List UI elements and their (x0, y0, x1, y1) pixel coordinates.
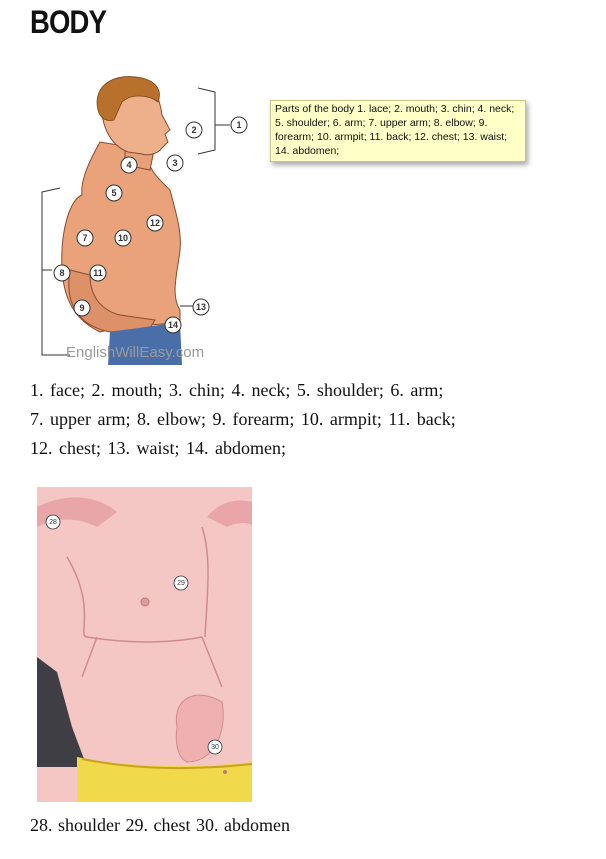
caption-line: 7. upper arm; 8. elbow; 9. forearm; 10. armpit; 11. back; (30, 409, 456, 429)
label-9: 9 (79, 303, 85, 313)
caption-line: 1. face; 2. mouth; 3. chin; 4. neck; 5. shoulder; 6. arm; (30, 380, 444, 400)
body-profile-figure (30, 70, 280, 365)
tooltip-note: Parts of the body 1. lace; 2. mouth; 3. chin; 4. neck; 5. shoulder; 6. arm; 7. upper arm; 8. elbow; 9. forearm; 10. armpit; 11. back; 12. chest; 13. waist; 14. abdomen; (270, 100, 526, 162)
label-13: 13 (195, 302, 207, 312)
label-3: 3 (172, 158, 178, 168)
label-8: 8 (59, 268, 65, 278)
label-11: 11 (93, 268, 103, 278)
label-1: 1 (236, 120, 242, 130)
label-2: 2 (191, 125, 197, 135)
label-7: 7 (82, 233, 88, 243)
label-14: 14 (167, 320, 179, 330)
caption-line: 12. chest; 13. waist; 14. abdomen; (30, 438, 286, 458)
label-5: 5 (111, 188, 117, 198)
caption-chest-list: 28. shoulder 29. chest 30. abdomen (30, 815, 290, 835)
label-29: 29 (177, 580, 185, 587)
chest-figure (37, 487, 252, 802)
label-30: 30 (211, 744, 219, 751)
label-28: 28 (49, 519, 57, 526)
caption-parts-list (30, 376, 590, 463)
watermark: EnglishWillEasy.com (66, 344, 205, 361)
label-12: 12 (149, 218, 161, 228)
label-4: 4 (126, 160, 132, 170)
page-title: BODY (30, 4, 107, 40)
label-10: 10 (117, 233, 129, 243)
